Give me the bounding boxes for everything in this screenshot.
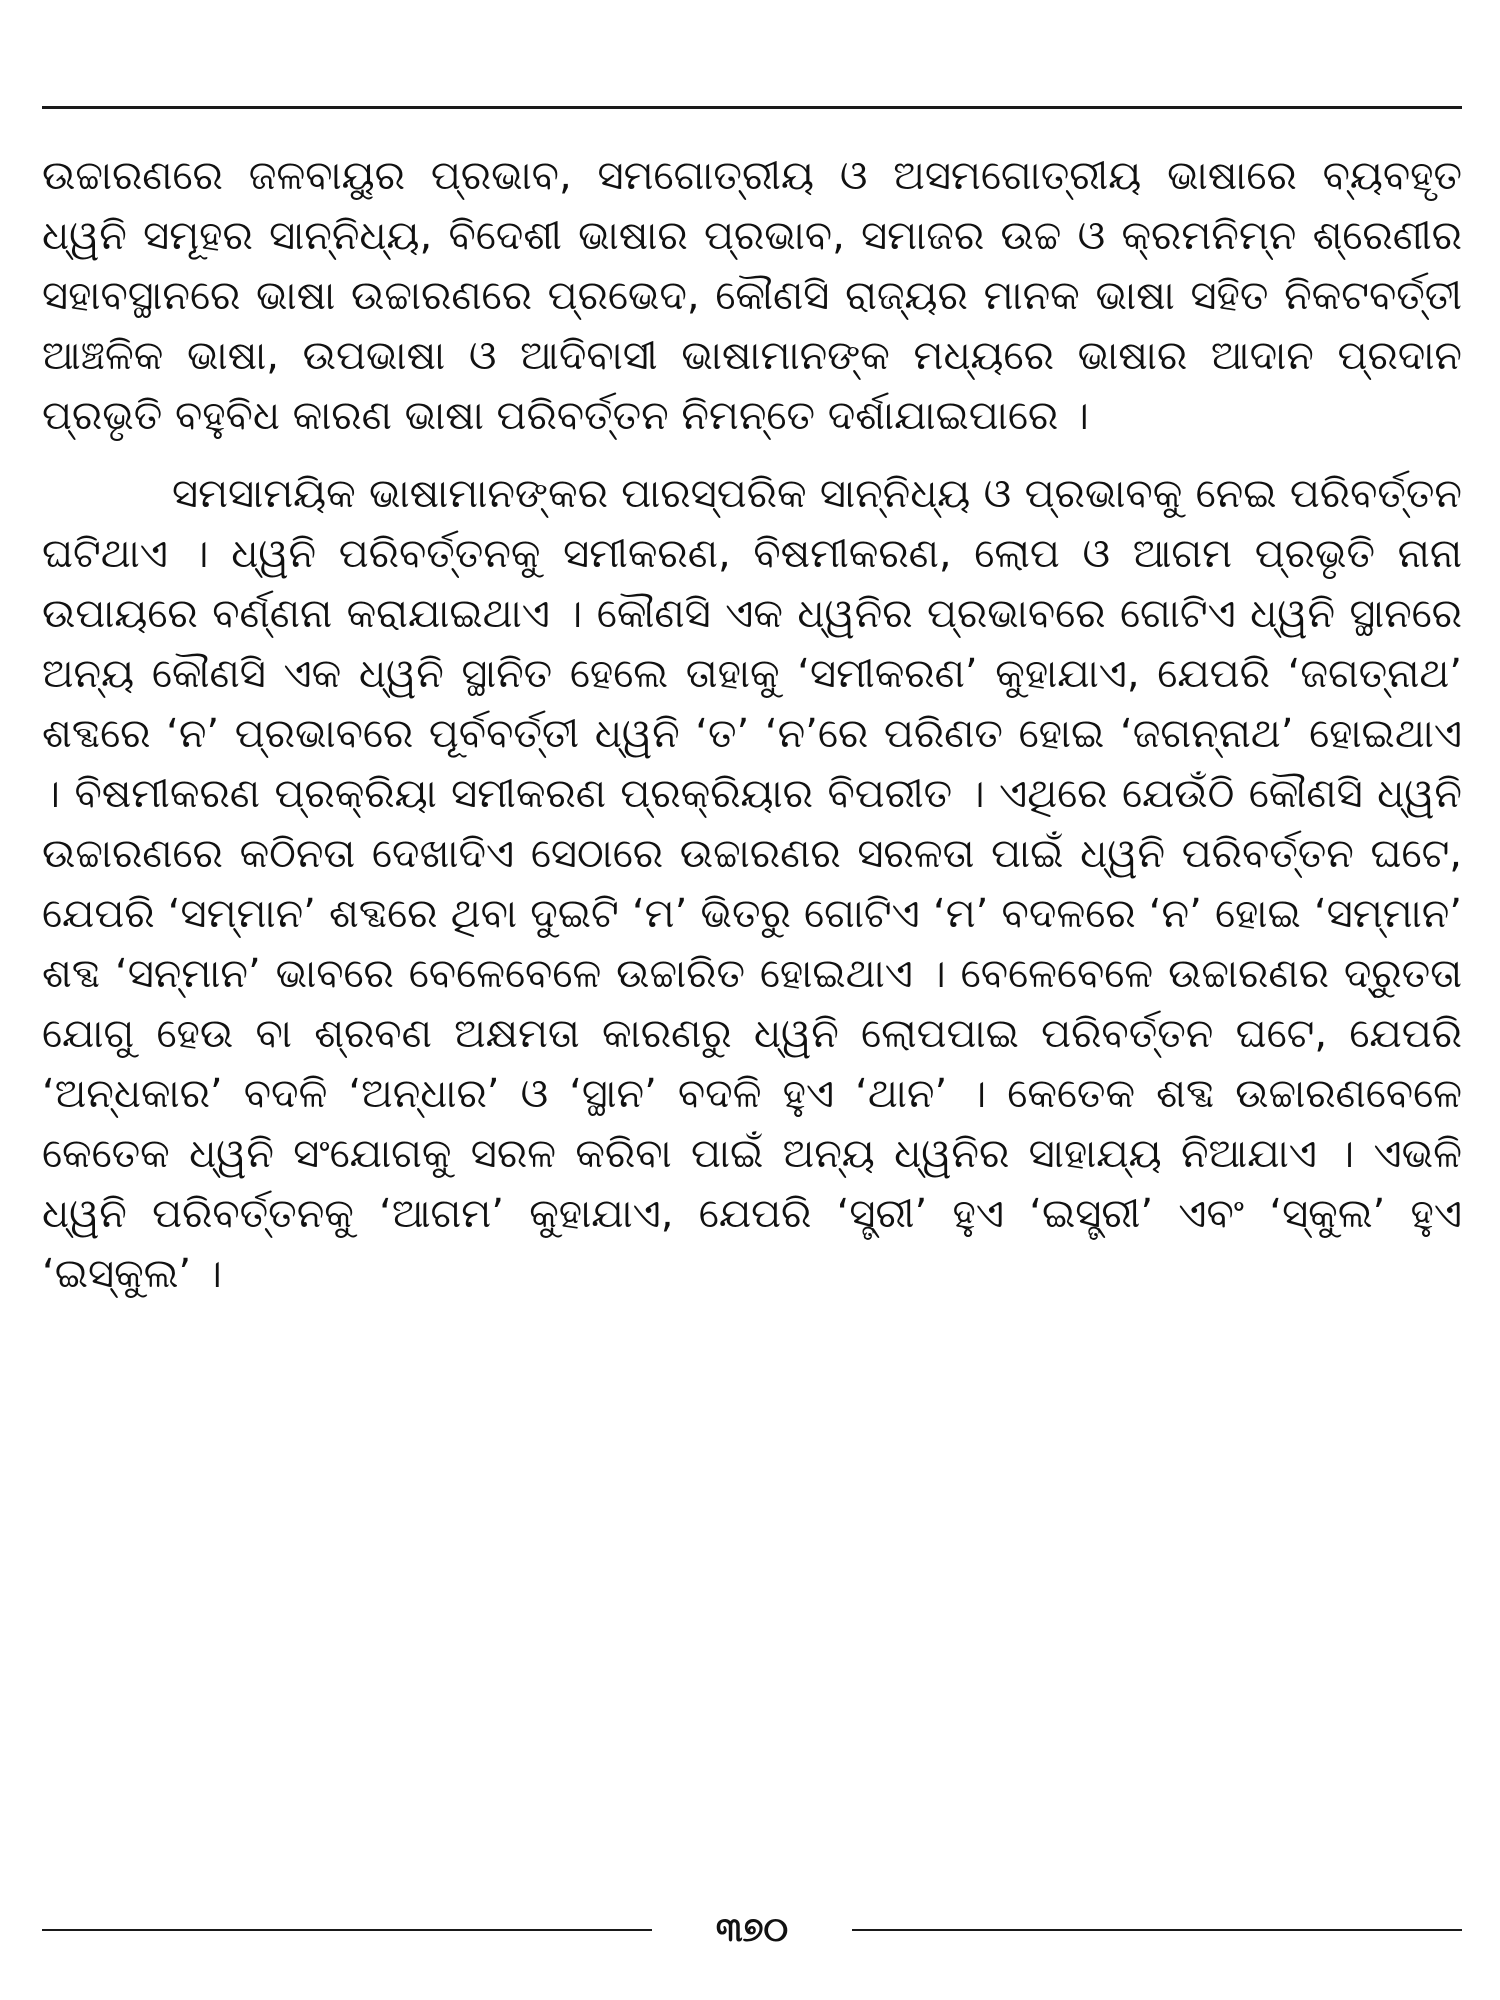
page-footer [42,1910,1462,1950]
paragraph-1: ଉଚ୍ଚାରଣରେ ଜଳବାୟୁର ପ୍ରଭାବ, ସମଗୋତ୍ରୀୟ ଓ ଅସମଗୋତ୍ରୀୟ ଭାଷାରେ ବ୍ୟବହୃତ ଧ୍ୱନି ସମୂହର ସାନ୍ନିଧ୍ୟ, ବିଦେଶୀ ଭାଷାର ପ୍ରଭାବ, ସମାଜର ଉଚ୍ଚ ଓ କ୍ରମନିମ୍ନ ଶ୍ରେଣୀର ସହାବସ୍ଥାନରେ ଭାଷା ଉଚ୍ଚାରଣରେ ପ୍ରଭେଦ, କୌଣସି ରାଜ୍ୟର ମାନକ ଭାଷା ସହିତ ନିକଟବର୍ତ୍ତୀ ଆଞ୍ଚଳିକ ଭାଷା, ଉପଭାଷା ଓ ଆଦିବାସୀ ଭାଷାମାନଙ୍କ ମଧ୍ୟରେ ଭାଷାର ଆଦାନ ପ୍ରଦାନ ପ୍ରଭୃତି ବହୁବିଧ କାରଣ ଭାଷା ପରିବର୍ତ୍ତନ ନିମନ୍ତେ ଦର୍ଶାଯାଇପାରେ । [42,153,1462,439]
footer-divider-right [852,1929,1462,1931]
footer-divider-left [42,1929,652,1931]
paragraph-2: ସମସାମୟିକ ଭାଷାମାନଙ୍କର ପାରସ୍ପରିକ ସାନ୍ନିଧ୍ୟ ଓ ପ୍ରଭାବକୁ ନେଇ ପରିବର୍ତ୍ତନ ଘଟିଥାଏ । ଧ୍ୱନି ପରିବର୍ତ୍ତନକୁ ସମୀକରଣ, ବିଷମୀକରଣ, ଲୋପ ଓ ଆଗମ ପ୍ରଭୃତି ନାନା ଉପାୟରେ ବର୍ଣ୍ଣନା କରାଯାଇଥାଏ । କୌଣସି ଏକ ଧ୍ୱନିର ପ୍ରଭାବରେ ଗୋଟିଏ ଧ୍ୱନି ସ୍ଥାନରେ ଅନ୍ୟ କୌଣସି ଏକ ଧ୍ୱନି ସ୍ଥାନିତ ହେଲେ ତାହାକୁ ‘ସମୀକରଣ’ କୁହାଯାଏ, ଯେପରି ‘ଜଗତ୍‌ନାଥ’ ଶବ୍ଦରେ ‘ନ’ ପ୍ରଭାବରେ ପୂର୍ବବର୍ତ୍ତୀ ଧ୍ୱନି ‘ତ’ ‘ନ’ରେ ପରିଣତ ହୋଇ ‘ଜଗନ୍ନାଥ’ ହୋଇଥାଏ । ବିଷମୀକରଣ ପ୍ରକ୍ରିୟା ସମୀକରଣ ପ୍ରକ୍ରିୟାର ବିପରୀତ । ଏଥିରେ ଯେଉଁଠି କୌଣସି ଧ୍ୱନି ଉଚ୍ଚାରଣରେ କଠିନତା ଦେଖାଦିଏ ସେଠାରେ ଉଚ୍ଚାରଣର ସରଳତା ପାଇଁ ଧ୍ୱନି ପରିବର୍ତ୍ତନ ଘଟେ, ଯେପରି ‘ସମ୍ମାନ’ ଶବ୍ଦରେ ଥିବା ଦୁଇଟି ‘ମ’ ଭିତରୁ ଗୋଟିଏ ‘ମ’ ବଦଳରେ ‘ନ’ ହୋଇ ‘ସମ୍ମାନ’ ଶବ୍ଦ ‘ସନ୍‌ମାନ’ ଭାବରେ ବେଳେବେଳେ ଉଚ୍ଚାରିତ ହୋଇଥାଏ । ବେଳେବେଳେ ଉଚ୍ଚାରଣର ଦ୍ରୁତତା ଯୋଗୁ ହେଉ ବା ଶ୍ରବଣ ଅକ୍ଷମତା କାରଣରୁ ଧ୍ୱନି ଲୋପପାଇ ପରିବର୍ତ୍ତନ ଘଟେ, ଯେପରି ‘ଅନ୍ଧକାର’ ବଦଳି ‘ଅନ୍ଧାର’ ଓ ‘ସ୍ଥାନ’ ବଦଳି ହୁଏ ‘ଥାନ’ । କେତେକ ଶବ୍ଦ ଉଚ୍ଚାରଣବେଳେ କେତେକ ଧ୍ୱନି ସଂଯୋଗକୁ ସରଳ କରିବା ପାଇଁ ଅନ୍ୟ ଧ୍ୱନିର ସାହାଯ୍ୟ ନିଆଯାଏ । ଏଭଳି ଧ୍ୱନି ପରିବର୍ତ୍ତନକୁ ‘ଆଗମ’ କୁହାଯାଏ, ଯେପରି ‘ସ୍ତ୍ରୀ’ ହୁଏ ‘ଇସ୍ତ୍ରୀ’ ଏବଂ ‘ସ୍କୁଲ’ ହୁଏ ‘ଇସ୍କୁଲ’ । [42,471,1462,1297]
body-text [42,146,1462,1304]
top-divider [42,106,1462,109]
page-number: ୩୭୦ [715,1910,789,1950]
